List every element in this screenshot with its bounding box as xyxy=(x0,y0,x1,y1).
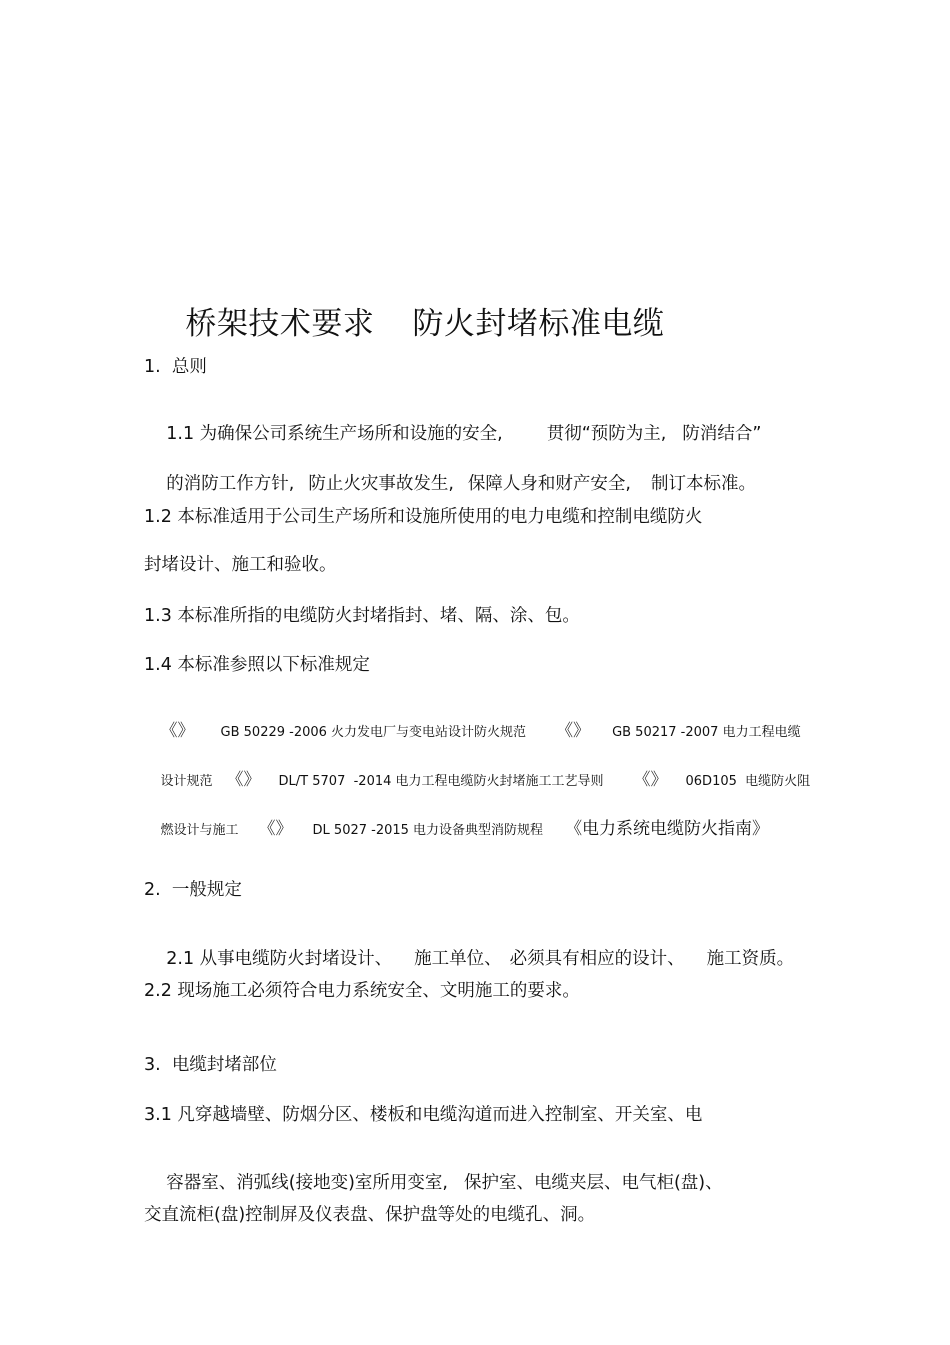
paragraph-2-1: 2.1 从事电缆防火封堵设计、 施工单位、 必须具有相应的设计、 施工资质。 xyxy=(166,948,795,969)
title-part-2: 防火封堵标准电缆 xyxy=(412,306,665,342)
title-part-1: 桥架技术要求 xyxy=(185,306,375,342)
references-line-1: 《》 GB 50229 -2006 火力发电厂与变电站设计防火规范 《》 GB 50217 -2007 电力工程电缆 xyxy=(160,721,801,741)
section-3-heading: 3. 电缆封堵部位 xyxy=(144,1055,277,1075)
references-line-2: 设计规范 《》 DL/T 5707 -2014 电力工程电缆防火封堵施工工艺导则 《》 06D105 电缆防火阻 xyxy=(160,770,811,790)
paragraph-3-1-line-3: 交直流柜(盘)控制屏及仪表盘、保护盘等处的电缆孔、洞。 xyxy=(144,1205,596,1225)
paragraph-3-1-line-1: 3.1 凡穿越墙壁、防烟分区、楼板和电缆沟道而进入控制室、开关室、电 xyxy=(144,1105,703,1125)
paragraph-1-2-line-1: 1.2 本标准适用于公司生产场所和设施所使用的电力电缆和控制电缆防火 xyxy=(144,507,703,527)
paragraph-1-2-line-2: 封堵设计、施工和验收。 xyxy=(144,555,337,575)
paragraph-1-4: 1.4 本标准参照以下标准规定 xyxy=(144,655,370,675)
paragraph-1-1-line-1: 1.1 为确保公司系统生产场所和设施的安全, 贯彻“预防为主, 防消结合” xyxy=(166,423,762,444)
paragraph-1-1-line-2: 的消防工作方针, 防止火灾事故发生, 保障人身和财产安全, 制订本标准。 xyxy=(166,473,756,494)
document-title xyxy=(144,278,664,371)
paragraph-3-1-line-2: 容器室、消弧线(接地变)室所用变室, 保护室、电缆夹层、电气柜(盘)、 xyxy=(166,1172,723,1193)
paragraph-2-2: 2.2 现场施工必须符合电力系统安全、文明施工的要求。 xyxy=(144,981,580,1001)
paragraph-1-3: 1.3 本标准所指的电缆防火封堵指封、堵、隔、涂、包。 xyxy=(144,606,580,626)
section-1-heading: 1. 总则 xyxy=(144,357,207,377)
section-2-heading: 2. 一般规定 xyxy=(144,880,242,900)
references-line-3: 燃设计与施工 《》 DL 5027 -2015 电力设备典型消防规程 《电力系统电缆防火指南》 xyxy=(160,819,770,839)
